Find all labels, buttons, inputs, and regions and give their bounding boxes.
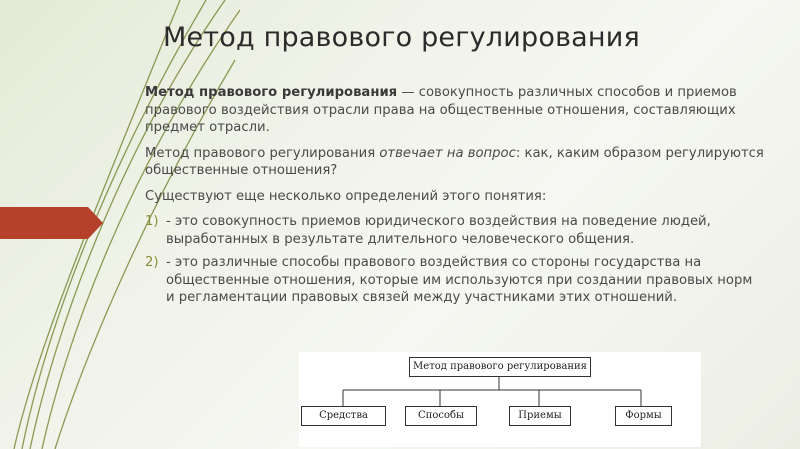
- red-arrow-marker: [0, 207, 103, 239]
- definition-paragraph: [145, 84, 765, 137]
- intro-paragraph: Существуют еще несколько определений этого понятия:: [145, 188, 547, 204]
- slide-content: [145, 84, 765, 313]
- list-item: [145, 213, 765, 248]
- diagram-box-techniques: Приемы: [509, 406, 571, 426]
- list-text: - это различные способы правового воздействия со стороны государства на общественные отношения, которые им используются при создании правовых норм и регламентации правовых связей между участниками этих отношений.: [166, 255, 753, 305]
- method-diagram: [299, 352, 701, 447]
- question-emphasis: отвечает на вопрос: [379, 145, 516, 161]
- slide-title: Метод правового регулирования: [163, 22, 640, 53]
- diagram-root-box: Метод правового регулирования: [409, 357, 591, 377]
- question-part1: Метод правового регулирования: [145, 145, 380, 161]
- diagram-box-ways: Способы: [405, 406, 477, 426]
- diagram-box-means: Средства: [301, 406, 386, 426]
- question-part2: : как, каким образом регулируются общественные отношения?: [145, 145, 764, 178]
- definition-text: — совокупность различных способов и приемов правового воздействия отрасли права на общественные отношения, составляющих предмет отрасли.: [145, 85, 737, 135]
- list-item: [145, 254, 765, 307]
- question-paragraph: [145, 145, 765, 180]
- definition-term: Метод правового регулирования: [145, 85, 398, 100]
- list-number: 2): [145, 255, 159, 270]
- diagram-box-forms: Формы: [615, 406, 672, 426]
- list-text: - это совокупность приемов юридического воздействия на поведение людей, выработанных в результате длительного человеческого общения.: [166, 214, 711, 247]
- list-number: 1): [145, 214, 159, 229]
